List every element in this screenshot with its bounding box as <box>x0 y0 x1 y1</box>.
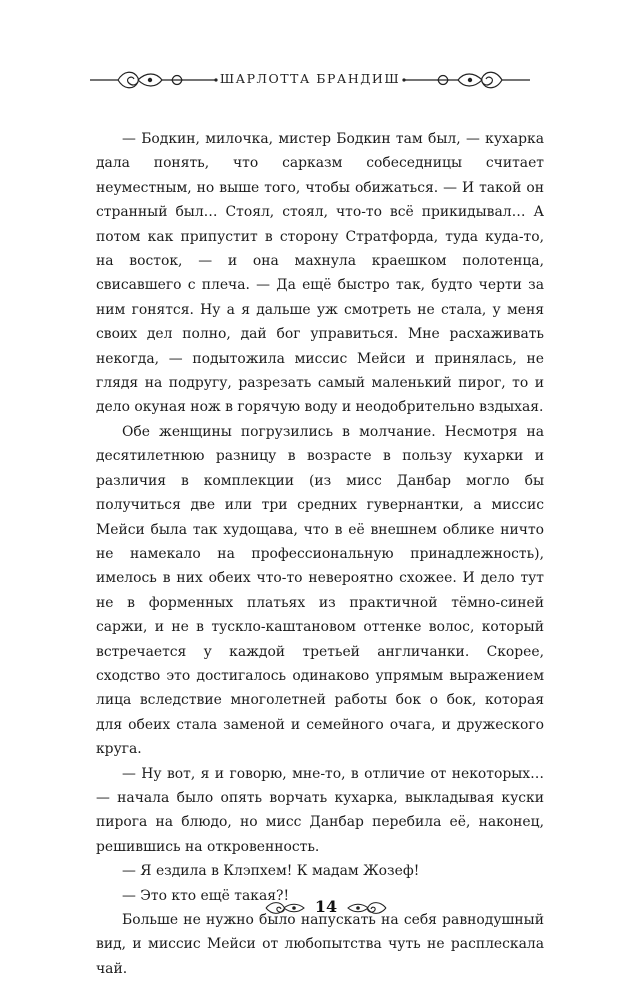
paragraph: — Бодкин, милочка, мистер Бодкин там был, — кухарка дала понять, что сарказм собеседницы считает неуместным, но выше того, чтобы обижаться. — И такой он странный был… Стоял, стоял, что-то всё прикидывал… А потом как припустит в сторону Стратфорда, туда куда-то, на восток, — и она махнула краешком полотенца, свисавшего с плеча. — Да ещё быстро так, будто черти за ним гонятся. Ну а я дальше уж смотреть не стала, у меня своих дел полно, дай бог управиться. Мне расхаживать некогда, — подытожила миссис Мейси и принялась, не глядя на подругу, разрезать самый маленький пирог, то и дело окуная нож в горячую воду и неодобрительно вздыхая. <box>96 131 544 416</box>
page-body <box>96 127 544 981</box>
paragraph: — Я ездила в Клэпхем! К мадам Жозеф! <box>122 863 420 880</box>
paragraph: — Ну вот, я и говорю, мне-то, в отличие от некоторых… — начала было опять ворчать кухарка, выкладывая куски пирога на блюдо, но мисс Данбар перебила её, наконец, решившись на откровенность. <box>96 765 544 855</box>
page-number: 14 <box>314 897 338 916</box>
running-header <box>88 60 532 100</box>
paragraph: — Это кто ещё такая?! <box>122 887 290 904</box>
page-footer <box>264 895 388 921</box>
paragraph: Больше не нужно было напускать на себя равнодушный вид, и миссис Мейси от любопытства чуть не расплескала чай. <box>96 912 544 977</box>
paragraph: Обе женщины погрузились в молчание. Несмотря на десятилетнюю разницу в возрасте в пользу кухарки и различия в комплекции (из мисс Данбар могло бы получиться две или три средних гувернантки, а миссис Мейси была так худощава, что в её внешнем облике ничто не намекало на профессиональную принадлежность), имелось в них обеих что-то невероятно схожее. И дело тут не в форменных платьях из практичной тёмно-синей саржи, и не в тускло-каштановом оттенке волос, который встречается у каждой третьей англичанки. Скорее, сходство это достигалось одинаково упрямым выражением лица вследствие многолетней работы бок о бок, которая для обеих стала заменой и семейного очага, и дружеского круга. <box>96 423 544 758</box>
book-author-title: ШАРЛОТТА БРАНДИШ <box>219 71 401 86</box>
